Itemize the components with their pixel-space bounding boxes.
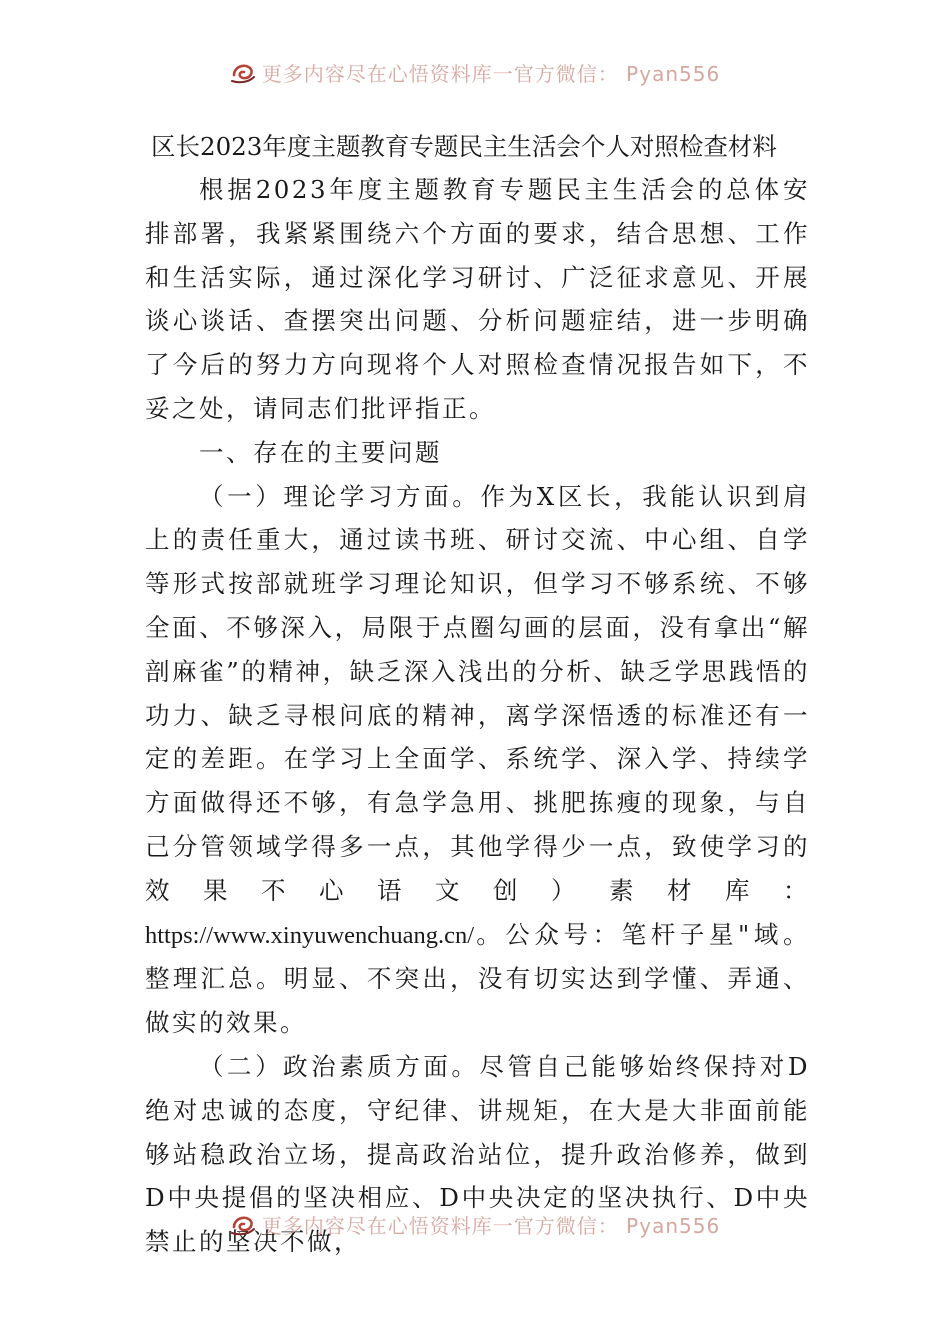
document-body (145, 128, 810, 1264)
swirl-logo-icon (230, 1211, 256, 1237)
theory-study-paragraph (145, 475, 810, 1045)
paragraph-text-continued: 。公众号：笔杆子星"域。整理汇总。明显、不突出，没有切实达到学懂、弄通、做实的效果。 (145, 919, 810, 1038)
swirl-logo-icon (230, 59, 256, 85)
watermark-text: 更多内容尽在心悟资料库一官方微信： Pyan556 (261, 1213, 721, 1238)
document-title: 区长2023年度主题教育专题民主生活会个人对照检查材料 (151, 132, 777, 161)
political-quality-paragraph: （二）政治素质方面。尽管自己能够始终保持对D绝对忠诚的态度，守纪律、讲规矩，在大是大非面前能够站稳政治立场，提高政治站位，提升政治修养，做到D中央提倡的坚决相应、D中央决定的坚决执行、D中央禁止的坚决不做， (145, 1051, 810, 1257)
watermark-header (0, 52, 950, 92)
watermark-footer (0, 1204, 950, 1244)
source-url-text: https://www.xinyuwenchuang.cn/ (145, 921, 475, 949)
watermark-text: 更多内容尽在心悟资料库一官方微信： Pyan556 (261, 61, 721, 86)
paragraph-text: （一）理论学习方面。作为X区长，我能认识到肩上的责任重大，通过读书班、研讨交流、中心组、自学等形式按部就班学习理论知识，但学习不够系统、不够全面、不够深入，局限于点圈勾画的层面，没有拿出“解剖麻雀”的精神，缺乏深入浅出的分析、缺乏学思践悟的功力、缺乏寻根问底的精神，离学深悟透的标准还有一定的差距。在学习上全面学、系统学、深入学、持续学方面做得还不够，有急学急用、挑肥拣瘦的现象，与自己分管领域学得多一点，其他学得少一点，致使学习的效果不心语文创）素材库： (145, 481, 810, 905)
intro-paragraph: 根据2023年度主题教育专题民主生活会的总体安排部署，我紧紧围绕六个方面的要求，结合思想、工作和生活实际，通过深化学习研讨、广泛征求意见、开展谈心谈话、查摆突出问题、分析问题症结，进一步明确了今后的努力方向现将个人对照检查情况报告如下，不妥之处，请同志们批评指正。 (145, 175, 810, 423)
section-heading: 一、存在的主要问题 (199, 437, 442, 467)
